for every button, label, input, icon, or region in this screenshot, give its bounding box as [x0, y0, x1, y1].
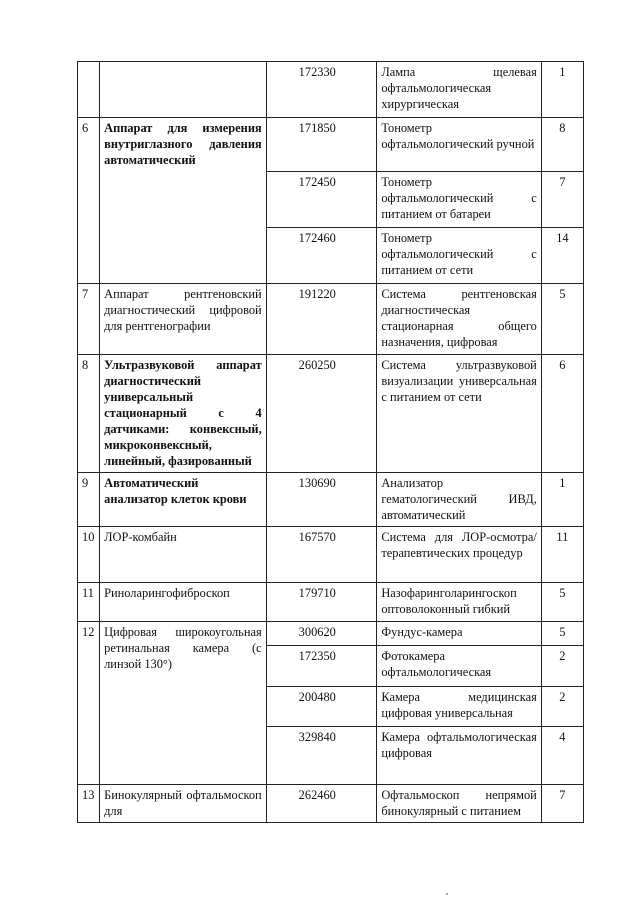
- nomenclature-code: 200480: [266, 687, 377, 727]
- nomenclature-description: Фундус-камера: [377, 622, 541, 646]
- equipment-name: Аппарат рентгеновский диагностический цифровой для рентгенографии: [100, 284, 267, 355]
- equipment-name: Цифровая широкоугольная ретинальная камера (с линзой 130°): [100, 622, 267, 785]
- nomenclature-description: Анализатор гематологический ИВД, автоматический: [377, 473, 541, 527]
- equipment-name: [100, 62, 267, 118]
- row-number: 7: [78, 284, 100, 355]
- quantity: 4: [541, 727, 583, 785]
- equipment-name: ЛОР-комбайн: [100, 527, 267, 583]
- quantity: 7: [541, 785, 583, 823]
- equipment-name: Ультразвуковой аппарат диагностический универсальный стационарный с 4 датчиками: конвексный, микроконвексный, линейный, фазированный: [100, 355, 267, 473]
- nomenclature-description: Камера медицинская цифровая универсальная: [377, 687, 541, 727]
- quantity: 14: [541, 228, 583, 284]
- nomenclature-description: Фотокамера офтальмологическая: [377, 646, 541, 687]
- scan-speck: [446, 893, 448, 895]
- nomenclature-description: Система рентгеновская диагностическая стационарная общего назначения, цифровая: [377, 284, 541, 355]
- quantity: 5: [541, 622, 583, 646]
- nomenclature-description: Тонометр офтальмологический с питанием от сети: [377, 228, 541, 284]
- table-row: [78, 284, 584, 355]
- table-row: [78, 355, 584, 473]
- row-number: 9: [78, 473, 100, 527]
- quantity: 2: [541, 687, 583, 727]
- equipment-name: Автоматический анализатор клеток крови: [100, 473, 267, 527]
- nomenclature-code: 171850: [266, 118, 377, 172]
- nomenclature-code: 191220: [266, 284, 377, 355]
- quantity: 11: [541, 527, 583, 583]
- equipment-name: Риноларингофиброскоп: [100, 583, 267, 622]
- nomenclature-code: 300620: [266, 622, 377, 646]
- nomenclature-code: 262460: [266, 785, 377, 823]
- row-number: 11: [78, 583, 100, 622]
- nomenclature-description: Тонометр офтальмологический ручной: [377, 118, 541, 172]
- quantity: 5: [541, 583, 583, 622]
- nomenclature-description: Камера офтальмологическая цифровая: [377, 727, 541, 785]
- nomenclature-description: Система для ЛОР-осмотра/терапевтических процедур: [377, 527, 541, 583]
- quantity: 1: [541, 62, 583, 118]
- quantity: 8: [541, 118, 583, 172]
- table-row: [78, 473, 584, 527]
- row-number: 6: [78, 118, 100, 284]
- quantity: 5: [541, 284, 583, 355]
- nomenclature-code: 172460: [266, 228, 377, 284]
- quantity: 6: [541, 355, 583, 473]
- row-number: 10: [78, 527, 100, 583]
- nomenclature-code: 179710: [266, 583, 377, 622]
- table-row: [78, 527, 584, 583]
- row-number: 13: [78, 785, 100, 823]
- quantity: 7: [541, 172, 583, 228]
- quantity: 1: [541, 473, 583, 527]
- nomenclature-code: 167570: [266, 527, 377, 583]
- row-number: 8: [78, 355, 100, 473]
- nomenclature-code: 329840: [266, 727, 377, 785]
- equipment-name: Аппарат для измерения внутриглазного давления автоматический: [100, 118, 267, 284]
- nomenclature-code: 260250: [266, 355, 377, 473]
- nomenclature-description: Назофаринголарингоскоп оптоволоконный гибкий: [377, 583, 541, 622]
- nomenclature-code: 130690: [266, 473, 377, 527]
- table-row: [78, 622, 584, 646]
- nomenclature-description: Тонометр офтальмологический с питанием от батареи: [377, 172, 541, 228]
- nomenclature-description: Лампа щелевая офтальмологическая хирургическая: [377, 62, 541, 118]
- row-number: 12: [78, 622, 100, 785]
- nomenclature-code: 172350: [266, 646, 377, 687]
- equipment-table: [77, 61, 584, 823]
- nomenclature-description: Система ультразвуковой визуализации универсальная с питанием от сети: [377, 355, 541, 473]
- equipment-name: Бинокулярный офтальмоскоп для: [100, 785, 267, 823]
- table-row: [78, 785, 584, 823]
- table-row: [78, 583, 584, 622]
- nomenclature-code: 172330: [266, 62, 377, 118]
- quantity: 2: [541, 646, 583, 687]
- row-number: [78, 62, 100, 118]
- nomenclature-description: Офтальмоскоп непрямой бинокулярный с питанием: [377, 785, 541, 823]
- table-row: [78, 62, 584, 118]
- nomenclature-code: 172450: [266, 172, 377, 228]
- table-row: [78, 118, 584, 172]
